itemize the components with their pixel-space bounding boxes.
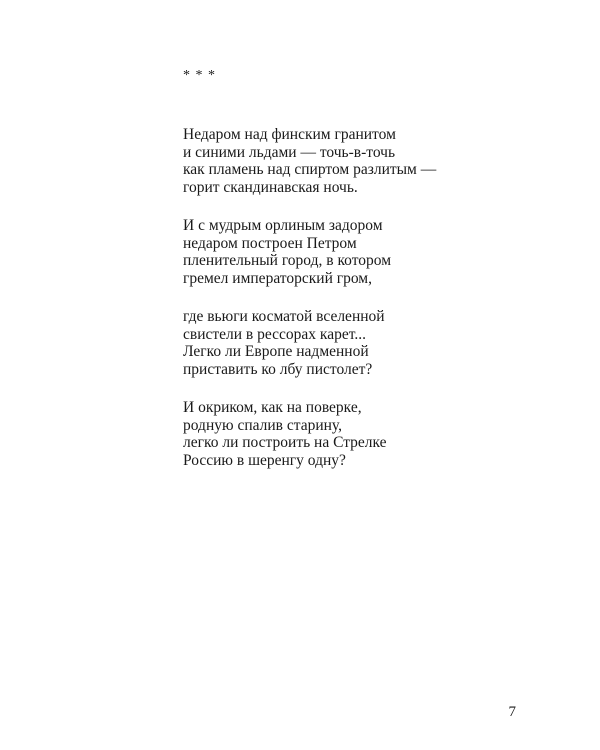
poem-line: родную спалив старину, [183, 416, 342, 434]
poem-line: Россию в шеренгу одну? [183, 451, 346, 469]
page-number: 7 [508, 704, 516, 720]
poem-line: пленительный город, в котором [183, 252, 392, 269]
stanza-1 [183, 126, 483, 196]
stanza-2 [183, 217, 483, 287]
poem-line: и синими льдами — точь-в-точь [183, 143, 396, 161]
poem-line: Легко ли Европе надменной [183, 343, 369, 360]
poem-line: И с мудрым орлиным задором [183, 217, 383, 234]
poem-line: недаром построен Петром [183, 234, 357, 252]
poem-line: Недаром над финским гранитом [183, 126, 396, 143]
poem-line: гремел императорский гром, [183, 269, 372, 287]
poem-line: как пламень над спиртом разлитым — [183, 161, 437, 178]
poem-line: свистели в рессорах карет... [183, 325, 366, 343]
poem-line: приставить ко лбу пистолет? [183, 360, 373, 378]
stanza-4 [183, 399, 483, 469]
stanza-3 [183, 308, 483, 378]
poem-line: И окриком, как на поверке, [183, 399, 362, 416]
poem-line: легко ли построить на Стрелке [183, 434, 387, 451]
poem [183, 126, 483, 490]
section-separator: * * * [183, 68, 216, 83]
poem-line: где вьюги косматой вселенной [183, 308, 385, 325]
poem-line: горит скандинавская ночь. [183, 178, 358, 196]
